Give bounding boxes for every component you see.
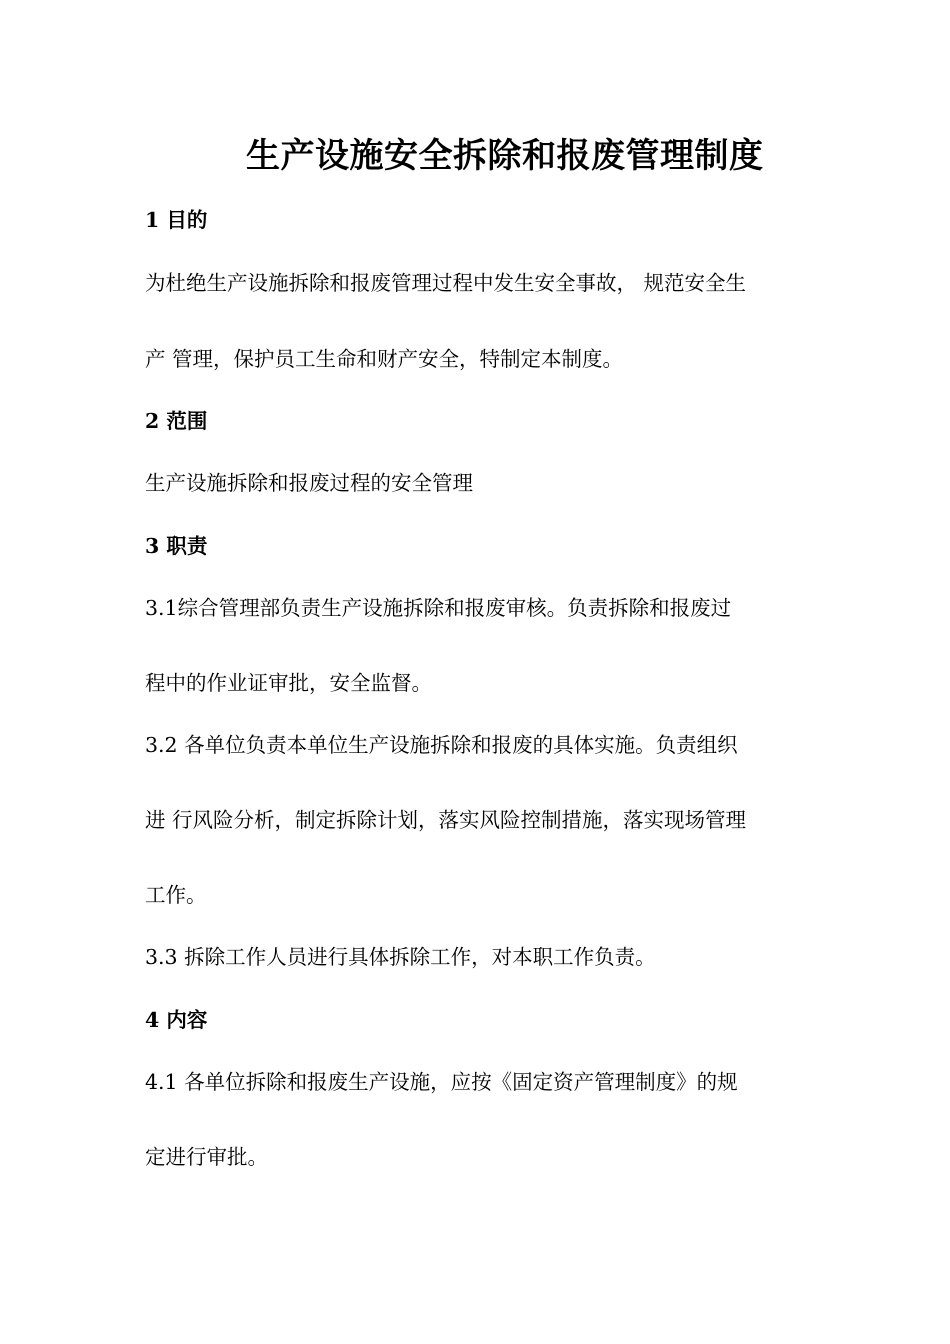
section-heading-content: 4 内容 — [145, 1008, 208, 1032]
paragraph-line: 生产设施拆除和报废过程的安全管理 — [145, 471, 473, 495]
paragraph-line: 为杜绝生产设施拆除和报废管理过程中发生安全事故， 规范安全生 — [145, 271, 747, 295]
paragraph-line: 产 管理，保护员工生命和财产安全，特制定本制度。 — [145, 347, 624, 371]
paragraph-line: 3.1综合管理部负责生产设施拆除和报废审核。负责拆除和报废过 — [145, 596, 732, 620]
paragraph-line: 3.2 各单位负责本单位生产设施拆除和报废的具体实施。负责组织 — [145, 733, 738, 757]
paragraph-line: 进 行风险分析，制定拆除计划，落实风险控制措施，落实现场管理 — [145, 808, 747, 832]
paragraph-line: 3.3 拆除工作人员进行具体拆除工作，对本职工作负责。 — [145, 945, 656, 969]
paragraph-line: 工作。 — [145, 883, 207, 907]
paragraph-line: 定进行审批。 — [145, 1145, 268, 1169]
document-title: 生产设施安全拆除和报废管理制度 — [246, 136, 764, 176]
paragraph-line: 程中的作业证审批，安全监督。 — [145, 671, 432, 695]
section-heading-scope: 2 范围 — [145, 409, 208, 433]
paragraph-line: 4.1 各单位拆除和报废生产设施，应按《固定资产管理制度》的规 — [145, 1070, 738, 1094]
section-heading-purpose: 1 目的 — [145, 208, 208, 232]
section-heading-responsibilities: 3 职责 — [145, 534, 208, 558]
